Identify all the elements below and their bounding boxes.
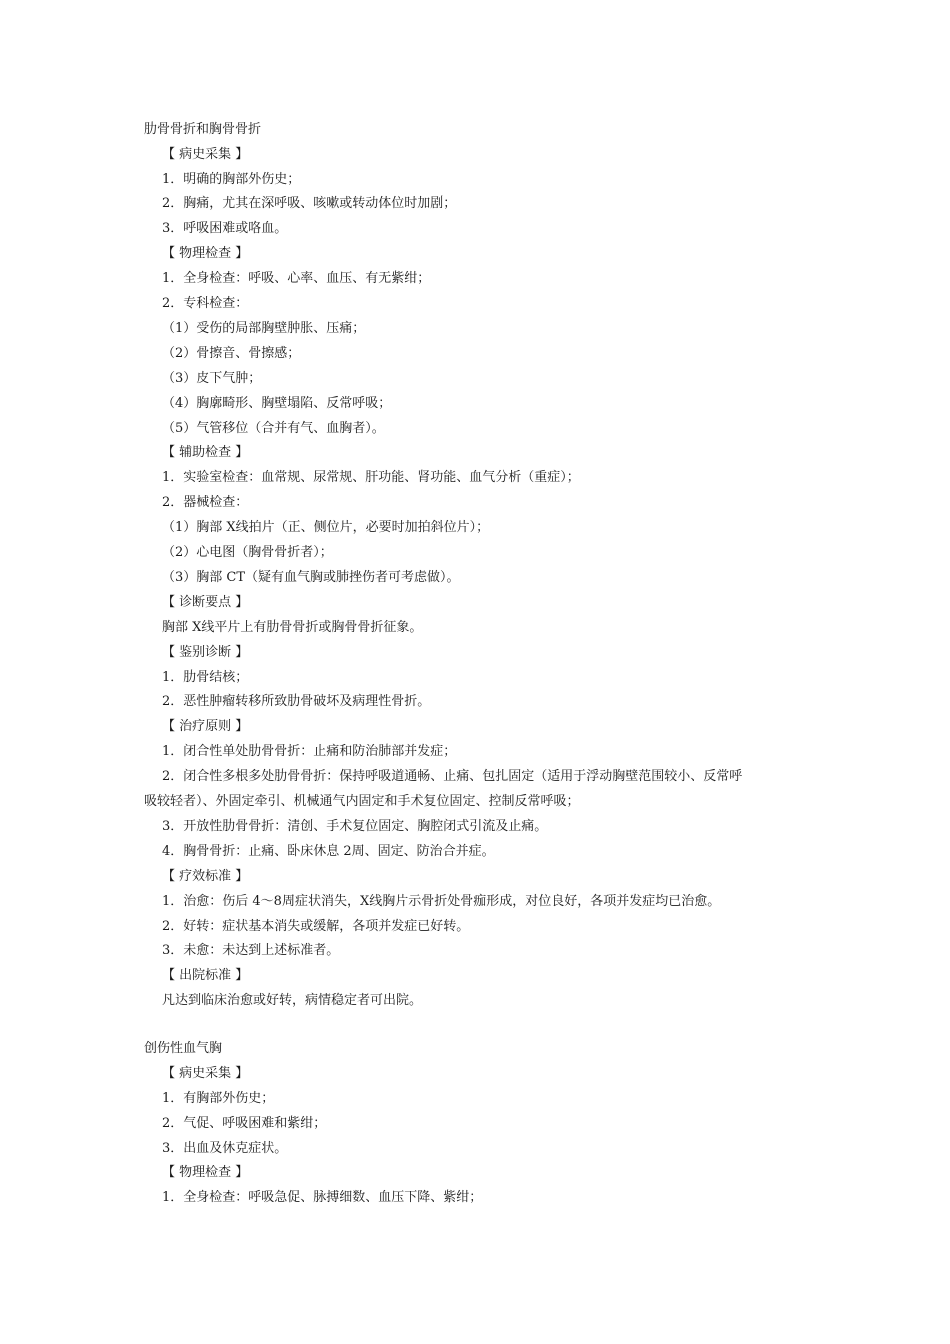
- text-line: 1．有胸部外伤史；: [162, 1091, 275, 1106]
- text-line: 2．气促、呼吸困难和紫绀；: [162, 1116, 327, 1131]
- text-line: 3．开放性肋骨骨折：清创、手术复位固定、胸腔闭式引流及止痛。: [162, 819, 548, 834]
- text-line: 凡达到临床治愈或好转，病情稳定者可出院。: [162, 993, 423, 1008]
- subheading-auxiliary-exam: 【 辅助检查 】: [162, 445, 249, 460]
- text-line: （3）皮下气肿；: [162, 371, 262, 386]
- section-title-rib-sternum-fracture: 肋骨骨折和胸骨骨折: [144, 122, 262, 137]
- text-line: 1．闭合性单处肋骨骨折：止痛和防治肺部并发症；: [162, 744, 457, 759]
- text-line: 胸部 X线平片上有肋骨骨折或胸骨骨折征象。: [162, 620, 423, 635]
- text-line: （3）胸部 CT（疑有血气胸或肺挫伤者可考虑做）。: [162, 570, 460, 585]
- text-line: 3．出血及休克症状。: [162, 1141, 288, 1156]
- text-line: 1．全身检查：呼吸急促、脉搏细数、血压下降、紫绀；: [162, 1190, 483, 1205]
- text-line: 1．肋骨结核；: [162, 670, 249, 685]
- text-line: 2．专科检查：: [162, 296, 249, 311]
- text-line: 1．治愈：伤后 4～8周症状消失，X线胸片示骨折处骨痂形成，对位良好，各项并发症均已治愈。: [162, 894, 721, 909]
- subheading-history: 【 病史采集 】: [162, 1066, 249, 1081]
- text-line: 3．呼吸困难或咯血。: [162, 221, 288, 236]
- text-line: （1）受伤的局部胸壁肿胀、压痛；: [162, 321, 366, 336]
- text-line: 1．实验室检查：血常规、尿常规、肝功能、肾功能、血气分析（重症）；: [162, 470, 580, 485]
- text-line: 2．闭合性多根多处肋骨骨折：保持呼吸道通畅、止痛、包扎固定（适用于浮动胸壁范围较小、反常呼: [162, 769, 743, 784]
- text-line: （5）气管移位（合并有气、血胸者）。: [162, 421, 385, 436]
- subheading-treatment: 【 治疗原则 】: [162, 719, 249, 734]
- text-line: 1．明确的胸部外伤史；: [162, 172, 301, 187]
- subheading-discharge: 【 出院标准 】: [162, 968, 249, 983]
- text-line: （1）胸部 X线拍片（正、侧位片，必要时加拍斜位片）；: [162, 520, 490, 535]
- subheading-diagnosis: 【 诊断要点 】: [162, 595, 249, 610]
- text-line: 1．全身检查：呼吸、心率、血压、有无紫绀；: [162, 271, 431, 286]
- text-line: （4）胸廓畸形、胸壁塌陷、反常呼吸；: [162, 396, 392, 411]
- text-line: （2）骨擦音、骨擦感；: [162, 346, 301, 361]
- text-line: 2．胸痛，尤其在深呼吸、咳嗽或转动体位时加剧；: [162, 196, 457, 211]
- subheading-physical-exam: 【 物理检查 】: [162, 1165, 249, 1180]
- subheading-efficacy: 【 疗效标准 】: [162, 869, 249, 884]
- text-line: 2．器械检查：: [162, 495, 249, 510]
- subheading-physical-exam: 【 物理检查 】: [162, 246, 249, 261]
- text-line: 4．胸骨骨折：止痛、卧床休息 2周、固定、防治合并症。: [162, 844, 495, 859]
- text-line: 2．恶性肿瘤转移所致肋骨破坏及病理性骨折。: [162, 694, 431, 709]
- text-line: （2）心电图（胸骨骨折者）；: [162, 545, 333, 560]
- text-line: 2．好转：症状基本消失或缓解，各项并发症已好转。: [162, 919, 470, 934]
- subheading-differential: 【 鉴别诊断 】: [162, 645, 249, 660]
- text-line-continued: 吸较轻者）、外固定牵引、机械通气内固定和手术复位固定、控制反常呼吸；: [144, 794, 580, 809]
- subheading-history: 【 病史采集 】: [162, 147, 249, 162]
- text-line: 3．未愈：未达到上述标准者。: [162, 943, 340, 958]
- section-title-hemopneumothorax: 创伤性血气胸: [144, 1041, 223, 1056]
